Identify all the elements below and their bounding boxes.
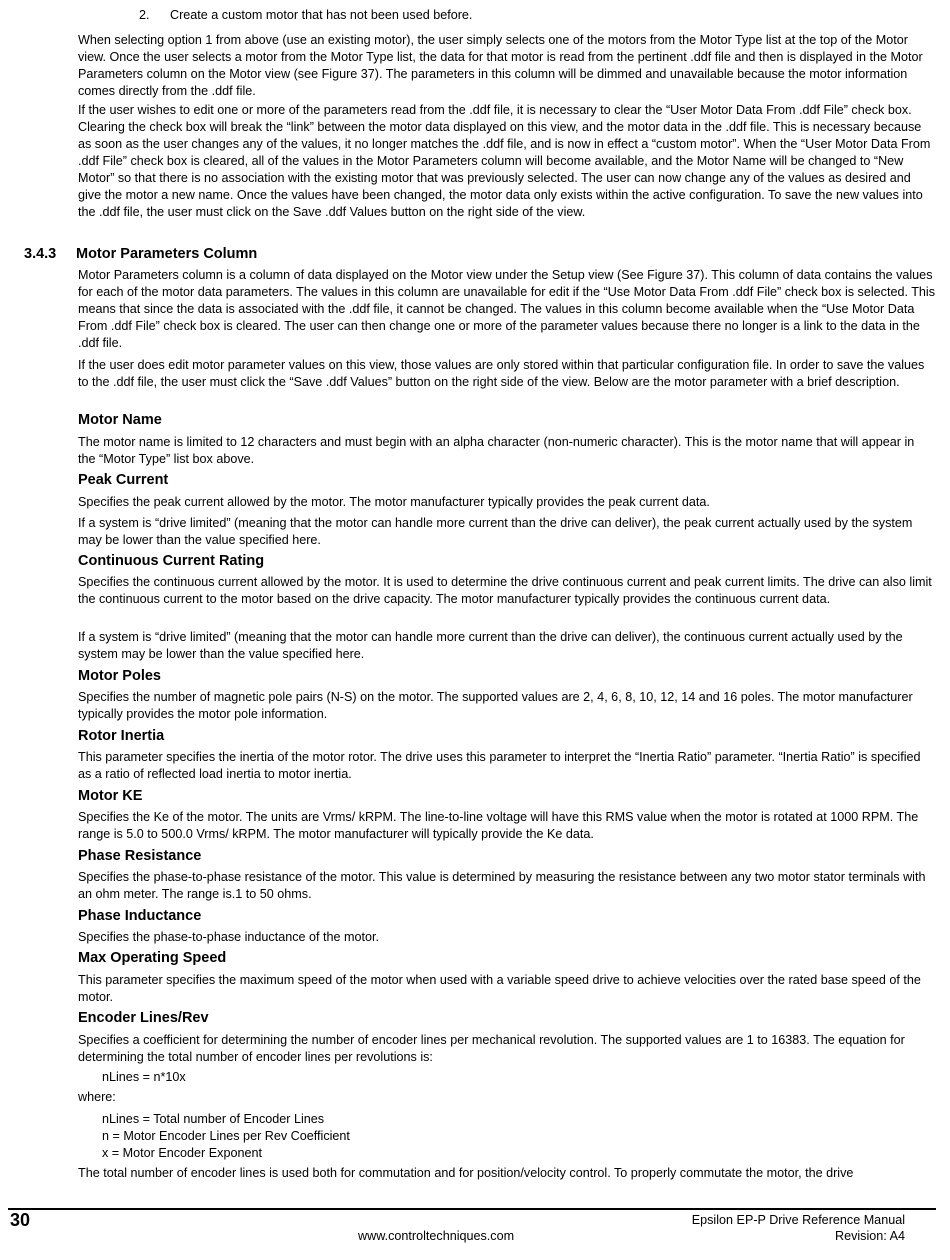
encoder-lines-heading: Encoder Lines/Rev [78,1010,209,1026]
peak-current-text-2: If a system is “drive limited” (meaning that the motor can handle more current than the drive can deliver), the peak current actually used by the system may be lower than the value specified here. [78,516,913,547]
encoder-where-label: where: [78,1090,116,1104]
peak-current-heading: Peak Current [78,472,169,488]
max-operating-speed-text: This parameter specifies the maximum speed of the motor when used with a variable speed drive to achieve velocities over the rated base speed of the motor. [78,973,921,1004]
encoder-lines-text: Specifies a coefficient for determining the number of encoder lines per mechanical revolution. The supported values are 1 to 16383. The equation for determining the total number of encoder lines per revolutions is: [78,1033,905,1064]
encoder-definition-nlines: nLines = Total number of Encoder Lines [102,1112,325,1126]
intro-paragraph-1: When selecting option 1 from above (use an existing motor), the user simply selects one of the motors from the Motor Type list at the top of the Motor view. Once the user selects a motor from the Motor Type list, the data for that motor is read from the pertinent .ddf file and then is displayed in the Motor Parameters column on the Motor view (see Figure 37). The parameters in this column will be dimmed and unavailable because the motor information comes directly from the .ddf file. [78,33,923,98]
motor-poles-text: Specifies the number of magnetic pole pairs (N-S) on the motor. The supported values are 2, 4, 6, 8, 10, 12, 14 and 16 poles. The motor manufacturer typically provides the motor pole information. [78,690,913,721]
continuous-current-text-2: If a system is “drive limited” (meaning that the motor can handle more current than the drive can deliver), the continuous current actually used by the system may be lower than the value specified here. [78,630,903,661]
website-link[interactable]: www.controltechniques.com [358,1229,515,1243]
phase-resistance-heading: Phase Resistance [78,848,202,864]
motor-ke-heading: Motor KE [78,788,143,804]
motor-name-text: The motor name is limited to 12 characters and must begin with an alpha character (non-numeric character). This is the motor name that will appear in the “Motor Type” list box above. [78,435,915,466]
motor-ke-text: Specifies the Ke of the motor. The units are Vrms/ kRPM. The line-to-line voltage will have this RMS value when the motor is rotated at 1000 RPM. The range is 5.0 to 500.0 Vrms/ kRPM. The motor manufacturer will typically provide the Ke data. [78,810,919,841]
numbered-list-item [139,7,472,24]
rotor-inertia-text: This parameter specifies the inertia of the motor rotor. The drive uses this parameter to interpret the “Inertia Ratio” parameter. “Inertia Ratio” is specified as a ratio of reflected load inertia to motor inertia. [78,750,921,781]
section-number: 3.4.3 [24,246,57,262]
motor-poles-heading: Motor Poles [78,668,161,684]
manual-title: Epsilon EP-P Drive Reference Manual [691,1213,905,1227]
encoder-closing-text: The total number of encoder lines is used both for commutation and for position/velocity control. To properly commutate the motor, the drive [78,1166,854,1180]
phase-resistance-text: Specifies the phase-to-phase resistance of the motor. This value is determined by measuring the resistance between any two motor stator terminals with an ohm meter. The range is.1 to 50 ohms. [78,870,926,901]
list-item-text: Create a custom motor that has not been used before. [170,8,473,22]
encoder-definition-x: x = Motor Encoder Exponent [102,1146,262,1160]
section-paragraph-1: Motor Parameters column is a column of data displayed on the Motor view under the Setup view (See Figure 37). This column of data contains the values for each of the motor data parameters. The values in this column are unavailable for edit if the “Use Motor Data From .ddf File” check box is selected. This means that since the data is associated with the .ddf file, it cannot be changed. The values in this column become available when the “Use Motor Data From .ddf File” check box is cleared. The user can then change one or more of the parameter values because there no longer is a link to the data in the .ddf file. [78,268,936,350]
section-heading [24,245,257,263]
section-paragraph-2: If the user does edit motor parameter values on this view, those values are only stored within that particular configuration file. In order to save the values to the .ddf file, the user must click the “Save .ddf Values” button on the right side of the view. Below are the motor parameter with a brief description. [78,358,925,389]
footer-rule [8,1208,936,1210]
phase-inductance-text: Specifies the phase-to-phase inductance of the motor. [78,930,380,944]
encoder-equation: nLines = n*10x [102,1070,186,1084]
page-number: 30 [10,1210,31,1230]
encoder-definition-n: n = Motor Encoder Lines per Rev Coefficient [102,1129,350,1143]
section-title: Motor Parameters Column [76,246,258,262]
peak-current-text-1: Specifies the peak current allowed by the motor. The motor manufacturer typically provides the peak current data. [78,495,710,509]
list-item-number: 2. [139,8,150,22]
intro-paragraph-2: If the user wishes to edit one or more of the parameters read from the .ddf file, it is necessary to clear the “User Motor Data From .ddf File” check box. Clearing the check box will break the “link” between the motor data displayed on this view, and the motor data in the .ddf file. This is necessary because as soon as the user changes any of the values, it no longer matches the .ddf file, and is now in effect a “custom motor”. When the “User Motor Data From .ddf File” check box is cleared, all of the values in the Motor Parameters column will become available, and the Motor Name will be changed to “New Motor” so that there is no association with the existing motor that was previously selected. The user can now change any of the values as desired and give the motor a new name. Once the values have been changed, the motor data only exists within the active configuration. To save the new values into the .ddf file, the user must click on the Save .ddf Values button on the right side of the view. [78,103,931,219]
revision-label: Revision: A4 [834,1229,905,1243]
continuous-current-heading: Continuous Current Rating [78,553,265,569]
rotor-inertia-heading: Rotor Inertia [78,728,165,744]
motor-name-heading: Motor Name [78,412,162,428]
continuous-current-text-1: Specifies the continuous current allowed by the motor. It is used to determine the drive continuous current and peak current limits. The drive can also limit the continuous current to the motor based on the drive capacity. The motor manufacturer typically provides the continuous current data. [78,575,932,606]
max-operating-speed-heading: Max Operating Speed [78,950,227,966]
phase-inductance-heading: Phase Inductance [78,908,202,924]
